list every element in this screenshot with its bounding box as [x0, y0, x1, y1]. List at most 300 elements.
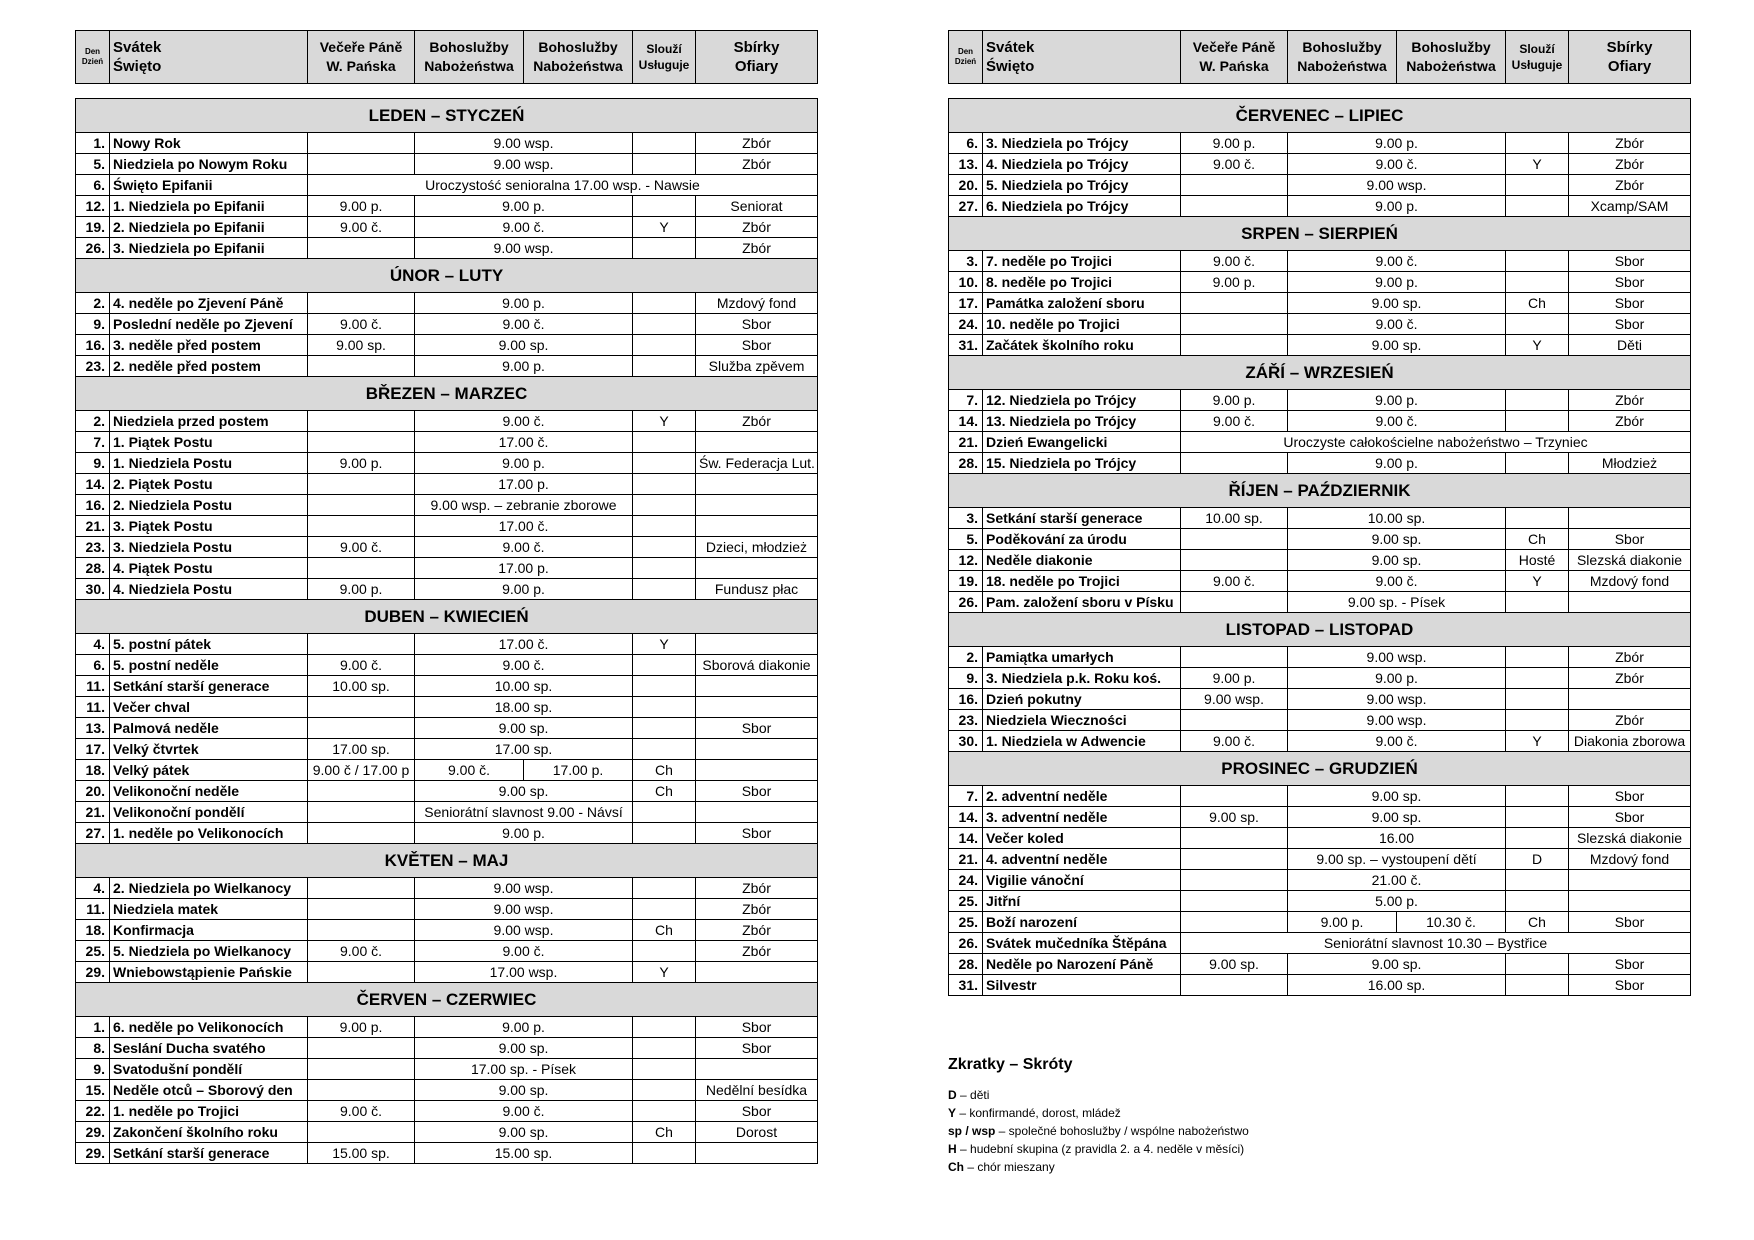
day-cell: 29.	[76, 1143, 110, 1164]
service-cell: 9.00 p.	[415, 579, 633, 600]
schedule-row	[76, 1143, 818, 1164]
serves-cell	[633, 579, 696, 600]
lords-supper-cell	[1181, 786, 1288, 807]
service-cell: 9.00 sp.	[1288, 293, 1506, 314]
header-services-1-line1: Bohoslužby	[429, 39, 509, 55]
service-cell: 17.00 č.	[415, 634, 633, 655]
collection-cell	[696, 432, 818, 453]
collection-cell: Sborová diakonie	[696, 655, 818, 676]
month-header-row	[76, 844, 818, 878]
header-serves-line1: Slouží	[1519, 42, 1555, 56]
schedule-table-right	[948, 30, 1691, 996]
schedule-row	[76, 920, 818, 941]
serves-cell: Ch	[1506, 529, 1569, 550]
serves-cell	[633, 1101, 696, 1122]
serves-cell: Y	[633, 217, 696, 238]
holiday-name-cell: Dzień pokutny	[983, 689, 1181, 710]
collection-cell	[696, 739, 818, 760]
collection-cell: Nedělní besídka	[696, 1080, 818, 1101]
collection-cell: Sbor	[696, 1101, 818, 1122]
schedule-row	[949, 870, 1691, 891]
holiday-name-cell: Setkání starší generace	[110, 1143, 308, 1164]
day-cell: 7.	[949, 390, 983, 411]
serves-cell	[633, 697, 696, 718]
serves-cell	[633, 718, 696, 739]
service-cell: 9.00 p.	[415, 293, 633, 314]
header-day	[949, 31, 983, 84]
column-header-row	[949, 31, 1691, 84]
holiday-name-cell: Vigilie vánoční	[983, 870, 1181, 891]
header-collections	[696, 31, 818, 84]
service-cell: 9.00 sp.	[415, 1122, 633, 1143]
holiday-name-cell: 3. Niedziela Postu	[110, 537, 308, 558]
schedule-row	[76, 516, 818, 537]
serves-cell	[633, 941, 696, 962]
merged-service-cell: Uroczystość senioralna 17.00 wsp. - Nawsie	[308, 175, 818, 196]
schedule-row	[949, 592, 1691, 613]
serves-cell	[633, 356, 696, 377]
serves-cell	[1506, 891, 1569, 912]
service-cell: 9.00 č.	[1288, 411, 1506, 432]
collection-cell: Sbor	[1569, 293, 1691, 314]
lords-supper-cell: 9.00 č.	[1181, 571, 1288, 592]
holiday-name-cell: 5. postní pátek	[110, 634, 308, 655]
serves-cell	[633, 1038, 696, 1059]
merged-service-cell: Uroczyste całokościelne nabożeństwo – Trzyniec	[1181, 432, 1691, 453]
day-cell: 9.	[949, 668, 983, 689]
header-services-1-line1: Bohoslužby	[1302, 39, 1382, 55]
day-cell: 15.	[76, 1080, 110, 1101]
holiday-name-cell: Neděle diakonie	[983, 550, 1181, 571]
serves-cell	[1506, 592, 1569, 613]
day-cell: 29.	[76, 962, 110, 983]
holiday-name-cell: 1. Niedziela Postu	[110, 453, 308, 474]
service-cell: 17.00 p.	[415, 474, 633, 495]
lords-supper-cell	[308, 558, 415, 579]
legend-title: Zkratky – Skróty	[948, 1056, 1073, 1073]
service-cell: 9.00 č.	[415, 1101, 633, 1122]
collection-cell: Zbór	[1569, 133, 1691, 154]
day-cell: 9.	[76, 1059, 110, 1080]
holiday-name-cell: 12. Niedziela po Trójcy	[983, 390, 1181, 411]
collection-cell	[696, 1059, 818, 1080]
collection-cell: Dzieci, młodzież	[696, 537, 818, 558]
holiday-name-cell: Palmová neděle	[110, 718, 308, 739]
day-cell: 6.	[76, 655, 110, 676]
holiday-name-cell: Velikonoční pondělí	[110, 802, 308, 823]
collection-cell	[1569, 870, 1691, 891]
legend-item	[948, 1122, 1468, 1140]
collection-cell: Zbór	[696, 154, 818, 175]
day-cell: 5.	[949, 529, 983, 550]
header-holiday-line1: Svátek	[986, 39, 1035, 56]
serves-cell	[1506, 870, 1569, 891]
service-cell: 17.00 wsp.	[415, 962, 633, 983]
service-cell: 9.00 č.	[415, 217, 633, 238]
service-cell: 9.00 sp.	[415, 781, 633, 802]
collection-cell: Slezská diakonie	[1569, 828, 1691, 849]
header-services-2-line2: Nabożeństwa	[1406, 58, 1496, 74]
holiday-name-cell: 4. Niedziela Postu	[110, 579, 308, 600]
schedule-row	[949, 891, 1691, 912]
day-cell: 17.	[949, 293, 983, 314]
holiday-name-cell: 4. neděle po Zjevení Páně	[110, 293, 308, 314]
serves-cell	[633, 1080, 696, 1101]
holiday-name-cell: 5. postní neděle	[110, 655, 308, 676]
service-cell: 18.00 sp.	[415, 697, 633, 718]
schedule-row	[949, 849, 1691, 870]
serves-cell	[1506, 453, 1569, 474]
lords-supper-cell	[308, 516, 415, 537]
lords-supper-cell: 9.00 č / 17.00 p	[308, 760, 415, 781]
legend-text: – společné bohoslužby / wspólne nabożeństwo	[995, 1124, 1249, 1138]
month-header-row	[949, 613, 1691, 647]
day-cell: 23.	[949, 710, 983, 731]
spacer-cell	[949, 84, 1691, 99]
lords-supper-cell	[1181, 647, 1288, 668]
holiday-name-cell: 1. neděle po Velikonocích	[110, 823, 308, 844]
holiday-name-cell: Pam. založení sboru v Písku	[983, 592, 1181, 613]
lords-supper-cell	[308, 1059, 415, 1080]
collection-cell	[696, 697, 818, 718]
header-collections-line2: Ofiary	[734, 58, 779, 75]
serves-cell	[1506, 390, 1569, 411]
merged-service-cell: Seniorátní slavnost 10.30 – Bystřice	[1181, 933, 1691, 954]
collection-cell: Sbor	[696, 314, 818, 335]
holiday-name-cell: 8. neděle po Trojici	[983, 272, 1181, 293]
holiday-name-cell: 4. Piątek Postu	[110, 558, 308, 579]
collection-cell: Sbor	[1569, 529, 1691, 550]
day-cell: 1.	[76, 1017, 110, 1038]
schedule-row	[949, 335, 1691, 356]
day-cell: 28.	[949, 453, 983, 474]
service-cell: 9.00 p.	[415, 196, 633, 217]
schedule-row	[949, 647, 1691, 668]
month-title: ČERVENEC – LIPIEC	[949, 99, 1691, 133]
holiday-name-cell: 7. neděle po Trojici	[983, 251, 1181, 272]
serves-cell: Y	[1506, 731, 1569, 752]
day-cell: 16.	[76, 495, 110, 516]
lords-supper-cell: 9.00 p.	[308, 196, 415, 217]
schedule-row	[76, 697, 818, 718]
lords-supper-cell	[1181, 550, 1288, 571]
month-header-row	[76, 600, 818, 634]
service-cell: 16.00	[1288, 828, 1506, 849]
lords-supper-cell	[1181, 849, 1288, 870]
serves-cell: Y	[633, 411, 696, 432]
holiday-name-cell: Zakončení školního roku	[110, 1122, 308, 1143]
holiday-name-cell: 2. adventní neděle	[983, 786, 1181, 807]
serves-cell	[633, 1017, 696, 1038]
holiday-name-cell: 2. Piątek Postu	[110, 474, 308, 495]
abbreviations-legend	[948, 1056, 1468, 1176]
service-cell: 9.00 p.	[1288, 196, 1506, 217]
schedule-row	[76, 1101, 818, 1122]
lords-supper-cell	[308, 962, 415, 983]
lords-supper-cell	[308, 1122, 415, 1143]
serves-cell	[633, 238, 696, 259]
collection-cell: Sbor	[1569, 786, 1691, 807]
service-cell: 9.00 sp. - Písek	[1288, 592, 1506, 613]
holiday-name-cell: Svátek mučedníka Štěpána	[983, 933, 1181, 954]
holiday-name-cell: 1. Niedziela po Epifanii	[110, 196, 308, 217]
collection-cell: Zbór	[696, 133, 818, 154]
legend-abbr: Y	[948, 1106, 957, 1120]
collection-cell	[696, 495, 818, 516]
service-cell: 16.00 sp.	[1288, 975, 1506, 996]
header-serves	[633, 31, 696, 84]
day-cell: 3.	[949, 508, 983, 529]
serves-cell	[1506, 647, 1569, 668]
day-cell: 12.	[76, 196, 110, 217]
serves-cell: Ch	[633, 781, 696, 802]
service-cell: 9.00 č.	[1288, 154, 1506, 175]
collection-cell: Dorost	[696, 1122, 818, 1143]
spacer-cell	[76, 84, 818, 99]
day-cell: 19.	[949, 571, 983, 592]
holiday-name-cell: Velký čtvrtek	[110, 739, 308, 760]
serves-cell	[1506, 975, 1569, 996]
serves-cell	[1506, 251, 1569, 272]
service-cell: 9.00 sp.	[1288, 786, 1506, 807]
holiday-name-cell: Niedziela matek	[110, 899, 308, 920]
collection-cell	[696, 516, 818, 537]
serves-cell	[633, 453, 696, 474]
header-serves-line1: Slouží	[646, 42, 682, 56]
month-title: BŘEZEN – MARZEC	[76, 377, 818, 411]
lords-supper-cell	[308, 1080, 415, 1101]
collection-cell: Sbor	[1569, 954, 1691, 975]
serves-cell	[633, 516, 696, 537]
header-holiday-line2: Święto	[986, 58, 1035, 75]
service-cell: 9.00 č.	[415, 941, 633, 962]
schedule-row	[76, 655, 818, 676]
month-header-row	[949, 99, 1691, 133]
legend-abbr: D	[948, 1088, 957, 1102]
holiday-name-cell: Večer koled	[983, 828, 1181, 849]
serves-cell	[633, 823, 696, 844]
lords-supper-cell	[1181, 196, 1288, 217]
holiday-name-cell: Setkání starší generace	[110, 676, 308, 697]
day-cell: 26.	[949, 592, 983, 613]
lords-supper-cell: 9.00 sp.	[308, 335, 415, 356]
legend-abbr: H	[948, 1142, 957, 1156]
schedule-row	[76, 1080, 818, 1101]
schedule-row	[949, 432, 1691, 453]
header-collections-line1: Sbírky	[1606, 39, 1653, 56]
service-cell: 9.00 č.	[1288, 571, 1506, 592]
holiday-name-cell: Velký pátek	[110, 760, 308, 781]
legend-abbr: sp / wsp	[948, 1124, 996, 1138]
service-cell: 9.00 sp.	[415, 1038, 633, 1059]
holiday-name-cell: 5. Niedziela po Wielkanocy	[110, 941, 308, 962]
schedule-row	[949, 550, 1691, 571]
collection-cell: Zbór	[696, 238, 818, 259]
lords-supper-cell	[308, 293, 415, 314]
collection-cell: Zbór	[1569, 710, 1691, 731]
collection-cell: Zbór	[1569, 154, 1691, 175]
serves-cell	[633, 196, 696, 217]
collection-cell: Mzdový fond	[1569, 571, 1691, 592]
header-serves	[1506, 31, 1569, 84]
collection-cell: Mzdový fond	[696, 293, 818, 314]
day-cell: 28.	[949, 954, 983, 975]
holiday-name-cell: 2. neděle před postem	[110, 356, 308, 377]
lords-supper-cell: 9.00 č.	[1181, 251, 1288, 272]
collection-cell: Zbór	[1569, 411, 1691, 432]
service-cell: Seniorátní slavnost 9.00 - Návsí	[415, 802, 633, 823]
collection-cell: Sbor	[1569, 912, 1691, 933]
day-cell: 23.	[76, 356, 110, 377]
serves-cell	[633, 495, 696, 516]
service-cell: 9.00 p.	[1288, 668, 1506, 689]
day-cell: 5.	[76, 154, 110, 175]
month-title: PROSINEC – GRUDZIEŃ	[949, 752, 1691, 786]
serves-cell: Y	[1506, 154, 1569, 175]
day-cell: 28.	[76, 558, 110, 579]
lords-supper-cell	[1181, 314, 1288, 335]
serves-cell	[1506, 689, 1569, 710]
lords-supper-cell: 17.00 sp.	[308, 739, 415, 760]
legend-item	[948, 1086, 1468, 1104]
day-cell: 26.	[76, 238, 110, 259]
header-services-1-line2: Nabożeństwa	[424, 58, 514, 74]
schedule-row	[76, 453, 818, 474]
schedule-row	[76, 878, 818, 899]
lords-supper-cell	[308, 899, 415, 920]
month-title: LISTOPAD – LISTOPAD	[949, 613, 1691, 647]
day-cell: 1.	[76, 133, 110, 154]
schedule-row	[949, 314, 1691, 335]
collection-cell: Seniorat	[696, 196, 818, 217]
holiday-name-cell: Niedziela Wieczności	[983, 710, 1181, 731]
serves-cell	[633, 432, 696, 453]
legend-text: – hudební skupina (z pravidla 2. a 4. neděle v měsíci)	[956, 1142, 1245, 1156]
header-day-cz: Den	[957, 47, 974, 56]
service-cell: 21.00 č.	[1288, 870, 1506, 891]
day-cell: 11.	[76, 697, 110, 718]
collection-cell: Zbór	[696, 411, 818, 432]
day-cell: 14.	[949, 411, 983, 432]
lords-supper-cell	[1181, 710, 1288, 731]
lords-supper-cell	[308, 432, 415, 453]
serves-cell	[1506, 411, 1569, 432]
legend-text: – konfirmandé, dorost, mládež	[956, 1106, 1121, 1120]
collection-cell: Młodzież	[1569, 453, 1691, 474]
month-title: ČERVEN – CZERWIEC	[76, 983, 818, 1017]
spacer-row	[76, 84, 818, 99]
collection-cell: Děti	[1569, 335, 1691, 356]
collection-cell: Xcamp/SAM	[1569, 196, 1691, 217]
schedule-row	[76, 293, 818, 314]
holiday-name-cell: 3. Piątek Postu	[110, 516, 308, 537]
schedule-row	[76, 495, 818, 516]
serves-cell	[633, 1059, 696, 1080]
month-header-row	[76, 377, 818, 411]
header-holiday-line2: Święto	[113, 58, 162, 75]
day-cell: 25.	[949, 891, 983, 912]
service-cell: 9.00 p.	[415, 453, 633, 474]
holiday-name-cell: 2. Niedziela po Wielkanocy	[110, 878, 308, 899]
service-cell: 17.00 č.	[415, 432, 633, 453]
serves-cell: Y	[1506, 335, 1569, 356]
lords-supper-cell: 9.00 č.	[308, 314, 415, 335]
serves-cell	[1506, 668, 1569, 689]
collection-cell: Zbór	[1569, 175, 1691, 196]
schedule-row	[76, 760, 818, 781]
service-cell: 9.00 wsp.	[415, 899, 633, 920]
serves-cell: Y	[1506, 571, 1569, 592]
lords-supper-cell	[1181, 453, 1288, 474]
lords-supper-cell: 9.00 p.	[1181, 668, 1288, 689]
month-title: SRPEN – SIERPIEŃ	[949, 217, 1691, 251]
lords-supper-cell: 9.00 č.	[308, 537, 415, 558]
schedule-row	[76, 634, 818, 655]
collection-cell: Zbór	[696, 878, 818, 899]
schedule-row	[949, 411, 1691, 432]
day-cell: 7.	[949, 786, 983, 807]
day-cell: 17.	[76, 739, 110, 760]
legend-text: – chór mieszany	[964, 1160, 1055, 1174]
serves-cell	[633, 133, 696, 154]
collection-cell	[696, 962, 818, 983]
month-header-row	[76, 99, 818, 133]
schedule-row	[949, 251, 1691, 272]
lords-supper-cell: 9.00 sp.	[1181, 954, 1288, 975]
day-cell: 2.	[76, 411, 110, 432]
serves-cell	[633, 537, 696, 558]
day-cell: 11.	[76, 676, 110, 697]
schedule-row	[76, 314, 818, 335]
serves-cell	[633, 878, 696, 899]
collection-cell	[696, 802, 818, 823]
lords-supper-cell	[308, 356, 415, 377]
service-cell: 9.00 sp.	[1288, 550, 1506, 571]
schedule-table-left	[75, 30, 818, 1164]
collection-cell: Zbór	[696, 899, 818, 920]
spacer-row	[949, 84, 1691, 99]
lords-supper-cell: 9.00 p.	[308, 579, 415, 600]
service-cell: 5.00 p.	[1288, 891, 1506, 912]
header-day	[76, 31, 110, 84]
collection-cell	[1569, 891, 1691, 912]
serves-cell	[1506, 175, 1569, 196]
day-cell: 20.	[949, 175, 983, 196]
service-cell: 9.00 p.	[415, 823, 633, 844]
lords-supper-cell	[308, 697, 415, 718]
lords-supper-cell: 9.00 p.	[308, 453, 415, 474]
service-cell: 9.00 sp.	[415, 718, 633, 739]
service-cell-2: 17.00 p.	[524, 760, 633, 781]
schedule-row	[949, 975, 1691, 996]
schedule-row	[76, 579, 818, 600]
collection-cell	[696, 1143, 818, 1164]
collection-cell: Sbor	[1569, 314, 1691, 335]
header-day-pl: Dzień	[81, 57, 104, 66]
collection-cell: Diakonia zborowa	[1569, 731, 1691, 752]
lords-supper-cell	[1181, 891, 1288, 912]
collection-cell: Zbór	[696, 941, 818, 962]
day-cell: 30.	[949, 731, 983, 752]
header-collections-line1: Sbírky	[733, 39, 780, 56]
service-cell: 9.00 wsp.	[415, 238, 633, 259]
day-cell: 27.	[76, 823, 110, 844]
holiday-name-cell: 4. Niedziela po Trójcy	[983, 154, 1181, 175]
month-header-row	[949, 474, 1691, 508]
schedule-row	[76, 558, 818, 579]
schedule-row	[949, 529, 1691, 550]
serves-cell: Y	[633, 962, 696, 983]
